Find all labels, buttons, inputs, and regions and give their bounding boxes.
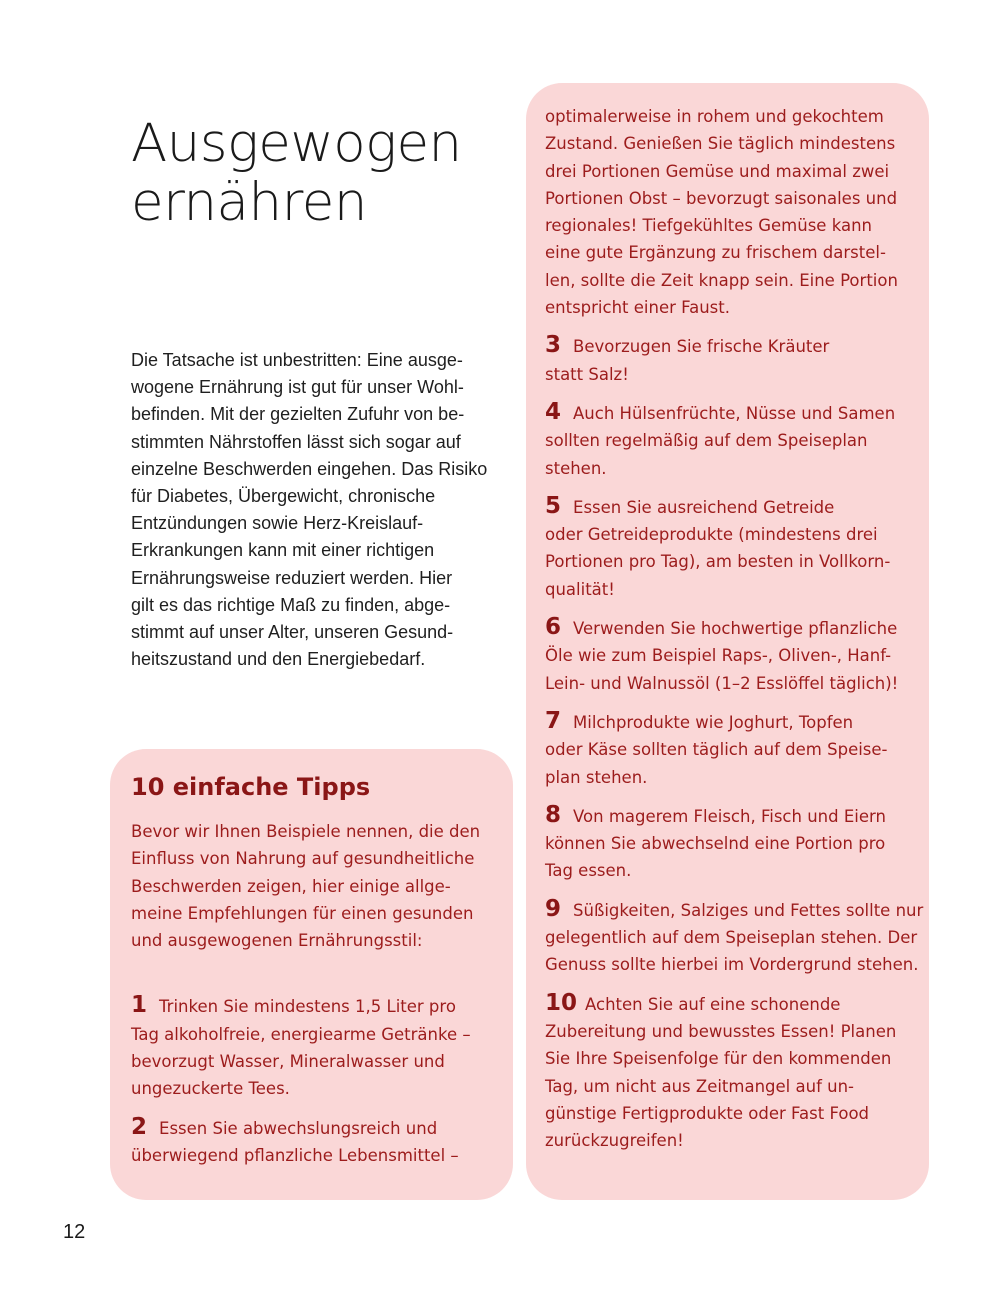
tips-lead-line: und ausgewogenen Ernährungsstil:	[131, 931, 423, 951]
tip-line: len, sollte die Zeit knapp sein. Eine Portion	[545, 270, 898, 290]
tip-first-line	[131, 1114, 503, 1142]
tip-line: zurückzugreifen!	[545, 1131, 684, 1151]
tip-line: gelegentlich auf dem Speiseplan stehen. Der	[545, 928, 918, 948]
tip-line: qualität!	[545, 579, 615, 599]
tip-first-line	[545, 708, 921, 736]
tips-lead	[131, 818, 503, 954]
tips-continued-box	[526, 83, 929, 1200]
tip-line: Lein- und Walnussöl (1–2 Esslöffel täglich)!	[545, 673, 899, 693]
tip-text: Auch Hülsenfrüchte, Nüsse und Samen	[573, 403, 896, 423]
intro-line: Die Tatsache ist unbestritten: Eine ausge-	[131, 350, 463, 370]
tip-line: Öle wie zum Beispiel Raps-, Oliven-, Hanf-	[545, 646, 892, 666]
tips-continued-content	[545, 103, 924, 1165]
tip-first-line	[545, 332, 921, 360]
tip-line: Tag essen.	[545, 861, 632, 881]
tip-first-line	[131, 992, 503, 1020]
tip-line: Portionen Obst – bevorzugt saisonales und	[545, 188, 898, 208]
tip-line: überwiegend pflanzliche Lebensmittel –	[131, 1145, 459, 1165]
tip-line: ungezuckerte Tees.	[131, 1079, 290, 1099]
page-number: 12	[63, 1221, 86, 1243]
tip-number: 8	[545, 801, 562, 828]
tip-item-6	[545, 614, 921, 697]
intro-line: wogene Ernährung ist gut für unser Wohl-	[131, 377, 464, 398]
intro-line: Erkrankungen kann mit einer richtigen	[131, 540, 435, 561]
tip-line: Portionen pro Tag), am besten in Vollkorn-	[545, 552, 891, 572]
tip-text: Bevorzugen Sie frische Kräuter	[573, 337, 830, 357]
tip-item-4	[545, 399, 921, 482]
tips-box	[110, 749, 513, 1200]
tip-item-3	[545, 332, 921, 388]
intro-line: einzelne Beschwerden eingehen. Das Risiko	[131, 458, 488, 479]
tip-line: Zustand. Genießen Sie täglich mindestens	[545, 134, 896, 154]
intro-line: Ernährungsweise reduziert werden. Hier	[131, 567, 453, 588]
tip-number: 3	[545, 332, 562, 359]
tip-line: entspricht einer Faust.	[545, 298, 730, 318]
intro-paragraph	[131, 347, 511, 673]
tip-number: 6	[545, 614, 562, 641]
tips-lead-line: Einfluss von Nahrung auf gesundheitliche	[131, 849, 475, 869]
tip-item-8	[545, 802, 921, 885]
tips-box-content	[131, 767, 503, 1180]
tip-text: Verwenden Sie hochwertige pflanzliche	[573, 619, 898, 639]
tip-item-2	[131, 1114, 503, 1170]
tip-text: Essen Sie abwechslungsreich und	[159, 1118, 438, 1138]
tip-item-10	[545, 990, 921, 1155]
page-title	[131, 114, 511, 232]
intro-line: befinden. Mit der gezielten Zufuhr von be-	[131, 404, 465, 425]
tip-first-line	[545, 614, 921, 642]
page-title-line: ernähren	[131, 172, 367, 233]
tip-line: drei Portionen Gemüse und maximal zwei	[545, 161, 890, 181]
tip-item-2-continued	[545, 103, 921, 321]
tip-item-1	[131, 992, 503, 1102]
tip-number: 4	[545, 398, 562, 425]
tip-first-line	[545, 990, 921, 1018]
tip-line: Genuss sollte hierbei im Vordergrund stehen.	[545, 955, 919, 975]
tip-line: Zubereitung und bewusstes Essen! Planen	[545, 1021, 897, 1041]
tip-item-5	[545, 493, 921, 603]
intro-line: Entzündungen sowie Herz-Kreislauf-	[131, 513, 424, 534]
tip-line: oder Käse sollten täglich auf dem Speise-	[545, 740, 888, 760]
tip-number: 10	[545, 989, 578, 1016]
tip-first-line	[545, 802, 921, 830]
tip-item-9	[545, 895, 924, 979]
tip-text: Von magerem Fleisch, Fisch und Eiern	[573, 806, 886, 826]
intro-line: stimmt auf unser Alter, unseren Gesund-	[131, 622, 454, 643]
tip-first-line	[545, 895, 924, 924]
tip-text: Süßigkeiten, Salziges und Fettes sollte nur	[573, 900, 924, 920]
tip-line: optimalerweise in rohem und gekochtem	[545, 107, 884, 126]
tip-number: 7	[545, 707, 562, 734]
intro-line: für Diabetes, Übergewicht, chronische	[131, 486, 436, 507]
tip-line: sollten regelmäßig auf dem Speiseplan	[545, 431, 868, 451]
tip-number: 9	[545, 895, 562, 922]
tip-line: Tag, um nicht aus Zeitmangel auf un-	[545, 1076, 854, 1096]
tip-first-line	[545, 399, 921, 427]
tip-line: plan stehen.	[545, 767, 648, 787]
tip-line: statt Salz!	[545, 364, 629, 384]
tip-text: Milchprodukte wie Joghurt, Topfen	[573, 712, 854, 732]
tip-text: Trinken Sie mindestens 1,5 Liter pro	[159, 997, 456, 1017]
tips-lead-line: Bevor wir Ihnen Beispiele nennen, die den	[131, 822, 481, 841]
tip-line: regionales! Tiefgekühltes Gemüse kann	[545, 216, 872, 236]
intro-line: heitszustand und den Energiebedarf.	[131, 649, 426, 670]
tip-number: 2	[131, 1113, 148, 1140]
tip-line: bevorzugt Wasser, Mineralwasser und	[131, 1052, 445, 1072]
tip-line: Tag alkoholfreie, energiearme Getränke –	[131, 1024, 471, 1044]
tip-number: 5	[545, 492, 562, 519]
intro-line: gilt es das richtige Maß zu finden, abge-	[131, 594, 451, 615]
tips-heading: 10 einfache Tipps	[131, 773, 371, 801]
tip-text: Essen Sie ausreichend Getreide	[573, 497, 835, 517]
page-title-line: Ausgewogen	[131, 113, 462, 174]
tips-lead-line: meine Empfehlungen für einen gesunden	[131, 903, 474, 923]
tips-lead-line: Beschwerden zeigen, hier einige allge-	[131, 876, 451, 896]
tip-line: können Sie abwechselnd eine Portion pro	[545, 834, 886, 854]
intro-line: stimmten Nährstoffen lässt sich sogar auf	[131, 431, 461, 452]
tip-line: günstige Fertigprodukte oder Fast Food	[545, 1103, 870, 1123]
tip-item-7	[545, 708, 921, 791]
tip-line: eine gute Ergänzung zu frischem darstel-	[545, 243, 886, 263]
tip-text: Achten Sie auf eine schonende	[585, 994, 841, 1014]
tip-first-line	[545, 493, 921, 521]
tip-line: oder Getreideprodukte (mindestens drei	[545, 525, 878, 545]
tip-line: Sie Ihre Speisenfolge für den kommenden	[545, 1049, 892, 1069]
tip-number: 1	[131, 992, 148, 1019]
tip-line: stehen.	[545, 458, 607, 478]
